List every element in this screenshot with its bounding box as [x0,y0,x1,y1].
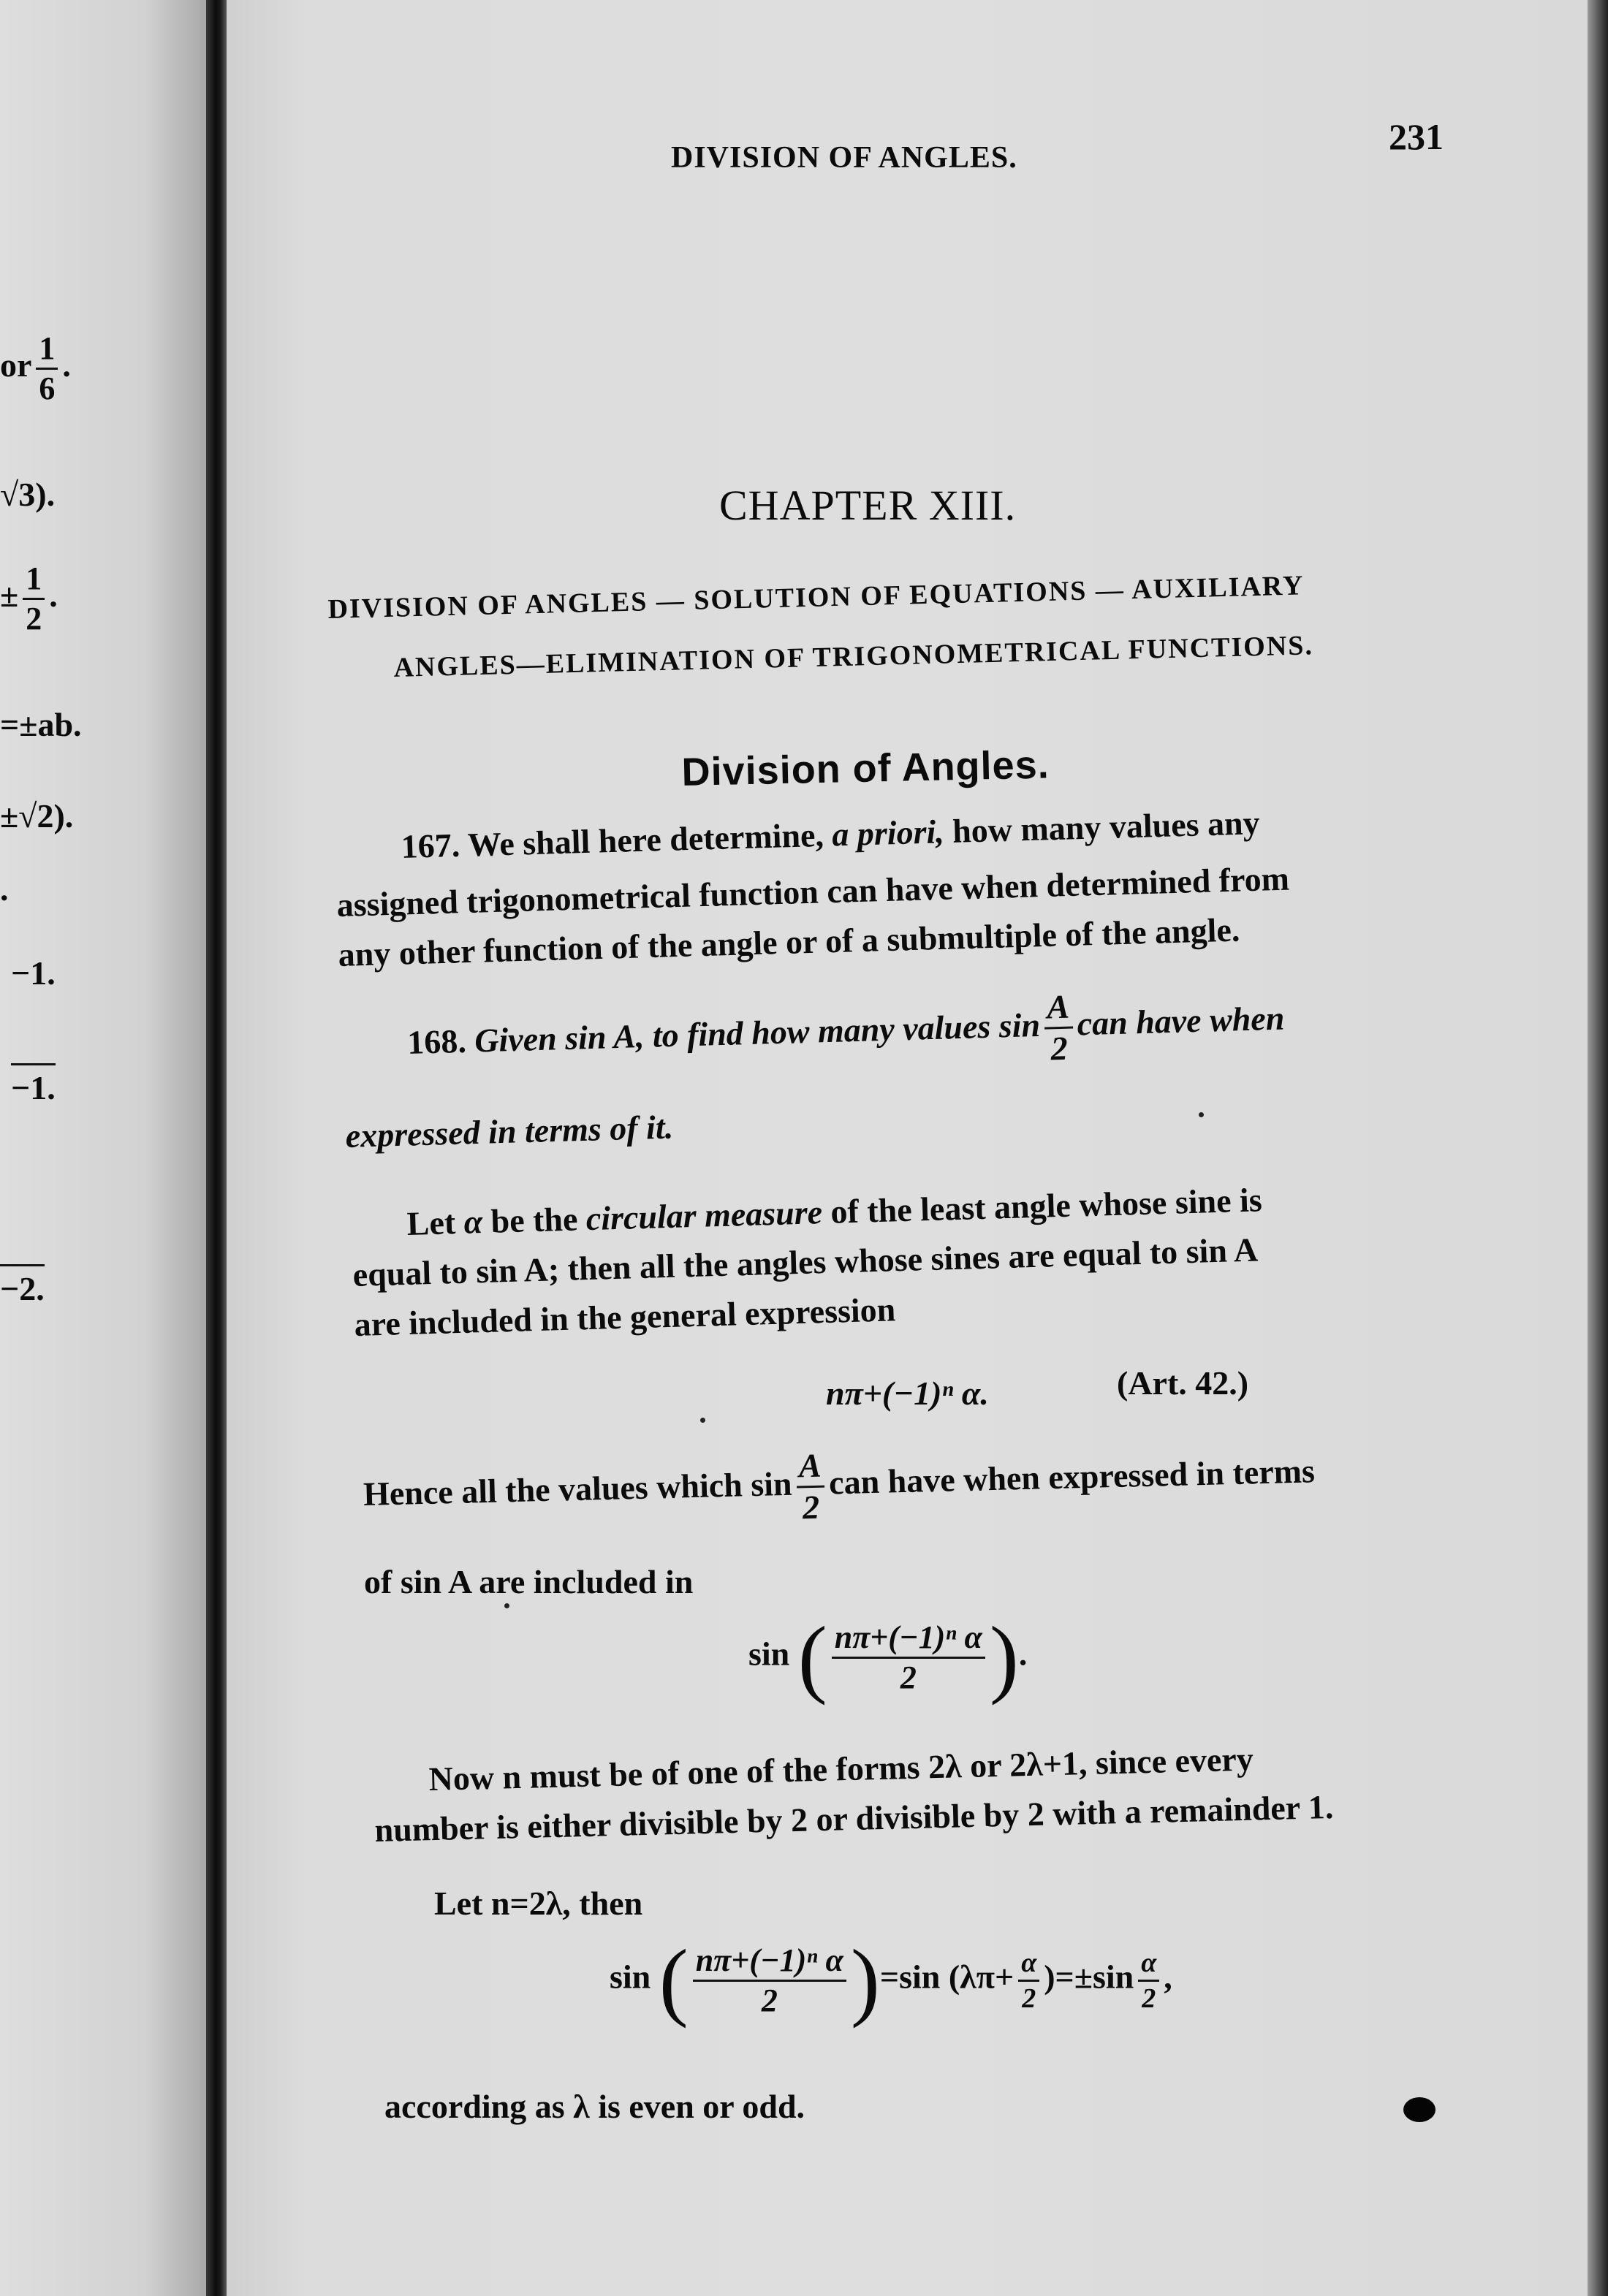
para-1-line-3: are included in the general expression [354,1290,896,1343]
chapter-summary-line-2: ANGLES—ELIMINATION OF TRIGONOMETRICAL FUNCTIONS. [393,630,1314,683]
equation-1-expression: nπ+(−1)ⁿ α. [826,1375,989,1412]
margin-fragment-4: =±ab. [0,706,82,743]
margin-fragment-5: ±√2). [0,797,74,835]
para-1-line-2: equal to sin A; then all the angles whose sines are equal to sin A [352,1231,1259,1293]
section-heading: Division of Angles. [681,742,1050,794]
para-2-line-1: Hence all the values which sin $\frac{A}{2}$ can have when expressed in terms [363,1446,1316,1527]
running-title: DIVISION OF ANGLES. [671,141,1017,175]
margin-fragment-1: or $\frac{1}{6}$ . [0,330,71,406]
art-167-line-3: any other function of the angle or of a submultiple of the angle. [338,911,1240,973]
book-gutter [206,0,227,2296]
para-2-line-2: of sin A are included in [364,1563,694,1600]
page-right-edge [1588,0,1608,2296]
speck [700,1418,705,1423]
speck [1199,1112,1204,1117]
art-168-number: 168. [406,1022,467,1062]
art-168-line-1: 168. Given sin A, to find how many values sin $\frac{A}{2}$ can have when [406,987,1285,1068]
chapter-summary-line-1: DIVISION OF ANGLES — SOLUTION OF EQUATIONS — AUXILIARY [327,570,1305,625]
page-number: 231 [1389,116,1444,157]
margin-fragment-6: . [0,870,9,908]
margin-fragment-3: ± $\frac{1}{2}$ . [0,560,58,636]
margin-fragment-2: √3). [0,476,56,513]
equation-2: sin ( $\frac{\text{nπ+(−1)ⁿ α}}{2}$ ). [748,1608,1028,1706]
margin-fragment-8: −1. [11,1063,56,1107]
para-1-line-1: Let α be the circular measure of the least angle whose sine is [406,1181,1263,1242]
equation-1 [826,1374,989,1413]
equation-3: sin ( $\frac{\text{nπ+(−1)ⁿ α}}{2}$ )=sin (λπ+ $\frac{\alpha}{2}$ )=±sin $\frac{\alpha}{2}$ , [610,1931,1172,2029]
para-3-line-3: Let n=2λ, then [434,1885,643,1922]
art-167-line-1: 167. We shall here determine, a priori, how many values any [401,804,1261,865]
margin-fragment-7: −1. [11,954,56,992]
speck [504,1603,509,1608]
art-167-line-2: assigned trigonometrical function can have when determined from [336,859,1290,924]
chapter-title: CHAPTER XIII. [719,482,1017,529]
margin-fragment-9: −2. [0,1264,45,1308]
previous-page-edge [0,0,206,2296]
equation-1-reference: (Art. 42.) [1117,1364,1249,1402]
para-3-line-1: Now n must be of one of the forms 2λ or 2λ+1, since every [428,1740,1254,1798]
para-4-line-1: according as λ is even or odd. [384,2088,805,2125]
art-168-line-2: expressed in terms of it. [345,1108,674,1155]
ink-blot [1403,2097,1436,2122]
art-167-number: 167. [401,826,460,865]
para-3-line-2: number is either divisible by 2 or divisible by 2 with a remainder 1. [374,1787,1334,1849]
